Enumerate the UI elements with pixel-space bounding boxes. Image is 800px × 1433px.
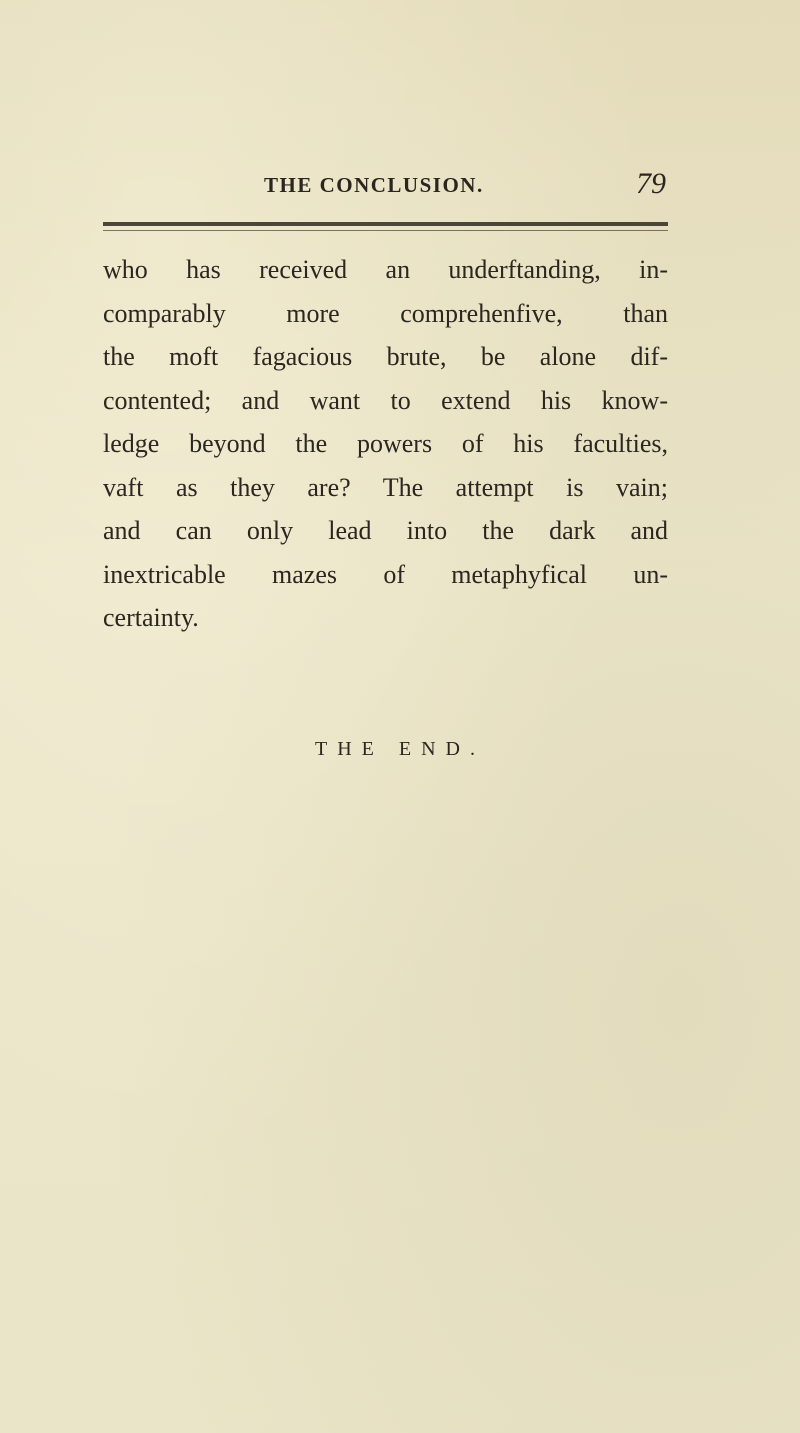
text-line-8: inextricable mazes of metaphyfical un- xyxy=(103,559,668,589)
text-line-1: who has received an underftanding, in- xyxy=(103,255,668,284)
body-paragraph xyxy=(103,248,668,640)
running-head-title: THE CONCLUSION. xyxy=(264,173,484,197)
the-end-colophon: THE END. xyxy=(315,738,485,760)
running-head xyxy=(100,165,670,205)
text-line-4: contented; and want to extend his know- xyxy=(103,385,668,415)
text-line-5: ledge beyond the powers of his faculties, xyxy=(103,429,668,458)
text-line-7: and can only lead into the dark and xyxy=(103,516,668,545)
text-line-2: comparably more comprehenfive, than xyxy=(103,298,668,328)
text-line-6: vaft as they are? The attempt is vain; xyxy=(103,472,668,502)
page-number: 79 xyxy=(636,167,666,200)
header-rule-thick xyxy=(103,222,668,226)
text-line-3: the moft fagacious brute, be alone dif- xyxy=(103,342,668,371)
text-line-9: certainty. xyxy=(103,603,199,632)
header-rule-thin xyxy=(103,230,668,231)
